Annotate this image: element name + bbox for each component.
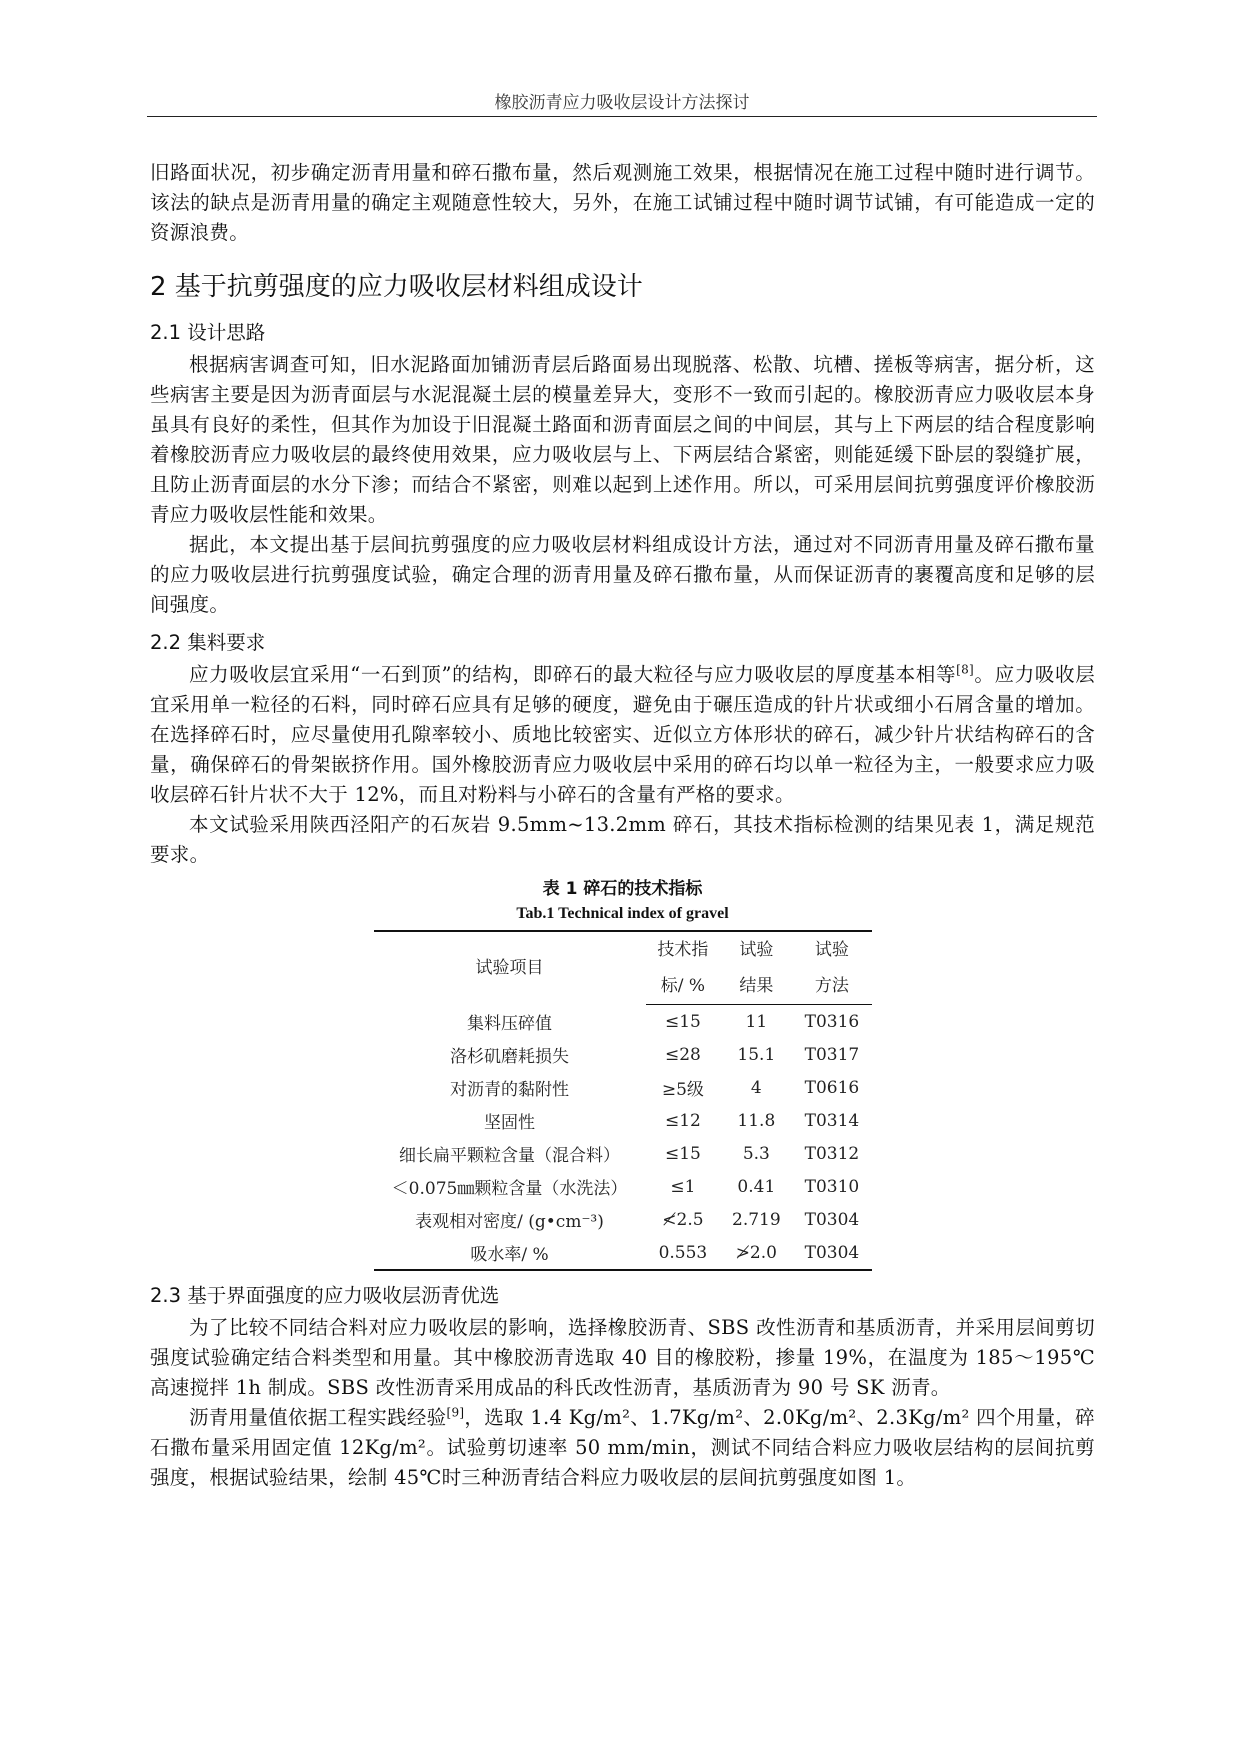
section-2-3-paragraph-2: [150, 1403, 1095, 1493]
document-body: [150, 158, 1095, 1493]
section-2-1-paragraph-1: 根据病害调查可知，旧水泥路面加铺沥青层后路面易出现脱落、松散、坑槽、搓板等病害，据分析，这些病害主要是因为沥青面层与水泥混凝土层的模量差异大，变形不一致而引起的。橡胶沥青应力吸收层本身虽具有良好的柔性，但其作为加设于旧混凝土路面和沥青面层之间的中间层，其与上下两层的结合程度影响着橡胶沥青应力吸收层的最终使用效果，应力吸收层与上、下两层结合紧密，则能延缓下卧层的裂缝扩展，且防止沥青面层的水分下渗；而结合不紧密，则难以起到上述作用。所以，可采用层间抗剪强度评价橡胶沥青应力吸收层性能和效果。: [150, 353, 1095, 526]
table-cell: 吸水率/ %: [374, 1236, 646, 1270]
table-cell: ≯2.0: [720, 1236, 792, 1270]
section-2-1-title: 2.1 设计思路: [150, 321, 266, 344]
table-cell: ≥5级: [661, 1080, 704, 1100]
table-cell: T0304: [804, 1209, 860, 1230]
table-row: [374, 1236, 872, 1270]
table-cell: 0.41: [737, 1176, 776, 1197]
table-1: [374, 930, 872, 1271]
table-cell: 细长扁平颗粒含量（混合料）: [399, 1146, 620, 1166]
table-cell: 表观相对密度/ (g•cm⁻³): [415, 1212, 604, 1232]
table-header-result-line2: 结果: [720, 968, 792, 1005]
table-cell: 2.719: [732, 1209, 781, 1230]
table-header-method-line2: 方法: [792, 968, 871, 1005]
table-header-tech: 技术指: [646, 931, 721, 968]
table-1-caption-cn: 表 1 碎石的技术指标: [542, 879, 703, 899]
section-2-2-title: 2.2 集料要求: [150, 631, 266, 654]
section-2-1-paragraph-2: 据此，本文提出基于层间抗剪强度的应力吸收层材料组成设计方法，通过对不同沥青用量及碎石撒布量的应力吸收层进行抗剪强度试验，确定合理的沥青用量及碎石撒布量，从而保证沥青的裹覆高度和足够的层间强度。: [150, 533, 1095, 616]
table-cell: T0310: [804, 1176, 860, 1197]
table-cell: ≤12: [664, 1110, 701, 1131]
table-cell: T0316: [804, 1011, 860, 1032]
table-cell: 洛杉矶磨耗损失: [450, 1047, 569, 1067]
table-cell: ≤15: [664, 1011, 701, 1032]
table-row: [374, 1137, 872, 1170]
table-cell: 11: [745, 1011, 768, 1032]
table-row: [374, 1203, 872, 1236]
section-2-3-title: 2.3 基于界面强度的应力吸收层沥青优选: [150, 1284, 500, 1307]
table-cell: 11.8: [737, 1110, 776, 1131]
paragraph-text: 。应力吸收层宜采用单一粒径的石料，同时碎石应具有足够的硬度，避免由于碾压造成的针片状或细小石屑含量的增加。在选择碎石时，应尽量使用孔隙率较小、质地比较密实、近似立方体形状的碎石，减少针片状结构碎石的含量，确保碎石的骨架嵌挤作用。国外橡胶沥青应力吸收层中采用的碎石均以单一粒径为主，一般要求应力吸收层碎石针片状不大于 12%，而且对粉料与小碎石的含量有严格的要求。: [150, 663, 1095, 806]
table-row: [374, 1170, 872, 1203]
header-rule: [147, 116, 1097, 117]
table-cell: 集料压碎值: [467, 1013, 552, 1034]
table-cell: ≮2.5: [662, 1209, 704, 1230]
table-cell: 15.1: [737, 1044, 776, 1065]
table-cell: T0616: [804, 1077, 860, 1098]
running-header: 橡胶沥青应力吸收层设计方法探讨: [494, 93, 750, 113]
table-row: [374, 1104, 872, 1137]
table-row: [374, 1038, 872, 1071]
paragraph-text: 沥青用量值依据工程实践经验: [189, 1406, 447, 1429]
table-cell: ≤28: [664, 1044, 701, 1065]
table-header-tech-line2: 标/ %: [646, 968, 721, 1005]
table-1-caption-en: Tab.1 Technical index of gravel: [516, 905, 729, 922]
paragraph-text: ，选取 1.4 Kg/m²、1.7Kg/m²、2.0Kg/m²、2.3Kg/m² 四个用量，碎石撒布量采用固定值 12Kg/m²。试验剪切速率 50 mm/min，测试不同结合料应力吸收层结构的层间抗剪强度，根据试验结果，绘制 45℃时三种沥青结合料应力吸收层的层间抗剪强度如图 1。: [150, 1406, 1095, 1489]
table-header-item: 试验项目: [374, 931, 646, 1005]
section-2-title: 2 基于抗剪强度的应力吸收层材料组成设计: [150, 272, 643, 302]
table-header-method: 试验: [792, 931, 871, 968]
table-cell: T0304: [792, 1236, 871, 1270]
table-cell: ≤15: [664, 1143, 701, 1164]
section-2-2-paragraph-2: 本文试验采用陕西泾阳产的石灰岩 9.5mm~13.2mm 碎石，其技术指标检测的结果见表 1，满足规范要求。: [150, 813, 1095, 866]
section-2-3-paragraph-1: 为了比较不同结合料对应力吸收层的影响，选择橡胶沥青、SBS 改性沥青和基质沥青，并采用层间剪切强度试验确定结合料类型和用量。其中橡胶沥青选取 40 目的橡胶粉，掺量 19%，在温度为 185～195℃高速搅拌 1h 制成。SBS 改性沥青采用成品的科氏改性沥青，基质沥青为 90 号 SK 沥青。: [150, 1316, 1095, 1399]
table-cell: T0312: [804, 1143, 860, 1164]
citation-9: [9]: [446, 1405, 465, 1420]
intro-paragraph: 旧路面状况，初步确定沥青用量和碎石撒布量，然后观测施工效果，根据情况在施工过程中随时进行调节。该法的缺点是沥青用量的确定主观随意性较大，另外，在施工试铺过程中随时调节试铺，有可能造成一定的资源浪费。: [150, 161, 1095, 244]
table-cell: ＜0.075㎜颗粒含量（水洗法）: [391, 1179, 628, 1199]
table-cell: 坚固性: [484, 1113, 535, 1133]
paragraph-text: 应力吸收层宜采用“一石到顶”的结构，即碎石的最大粒径与应力吸收层的厚度基本相等: [189, 663, 957, 686]
table-cell: 0.553: [646, 1236, 721, 1270]
table-cell: 4: [750, 1077, 762, 1098]
table-cell: 对沥青的黏附性: [450, 1080, 569, 1100]
table-row: [374, 1071, 872, 1104]
section-2-2-paragraph-1: [150, 660, 1095, 810]
table-row: [374, 1005, 872, 1039]
table-cell: 5.3: [742, 1143, 770, 1164]
table-cell: T0314: [804, 1110, 860, 1131]
table-cell: ≤1: [670, 1176, 696, 1197]
table-header-result: 试验: [720, 931, 792, 968]
table-cell: T0317: [804, 1044, 860, 1065]
citation-8: [8]: [956, 662, 975, 677]
